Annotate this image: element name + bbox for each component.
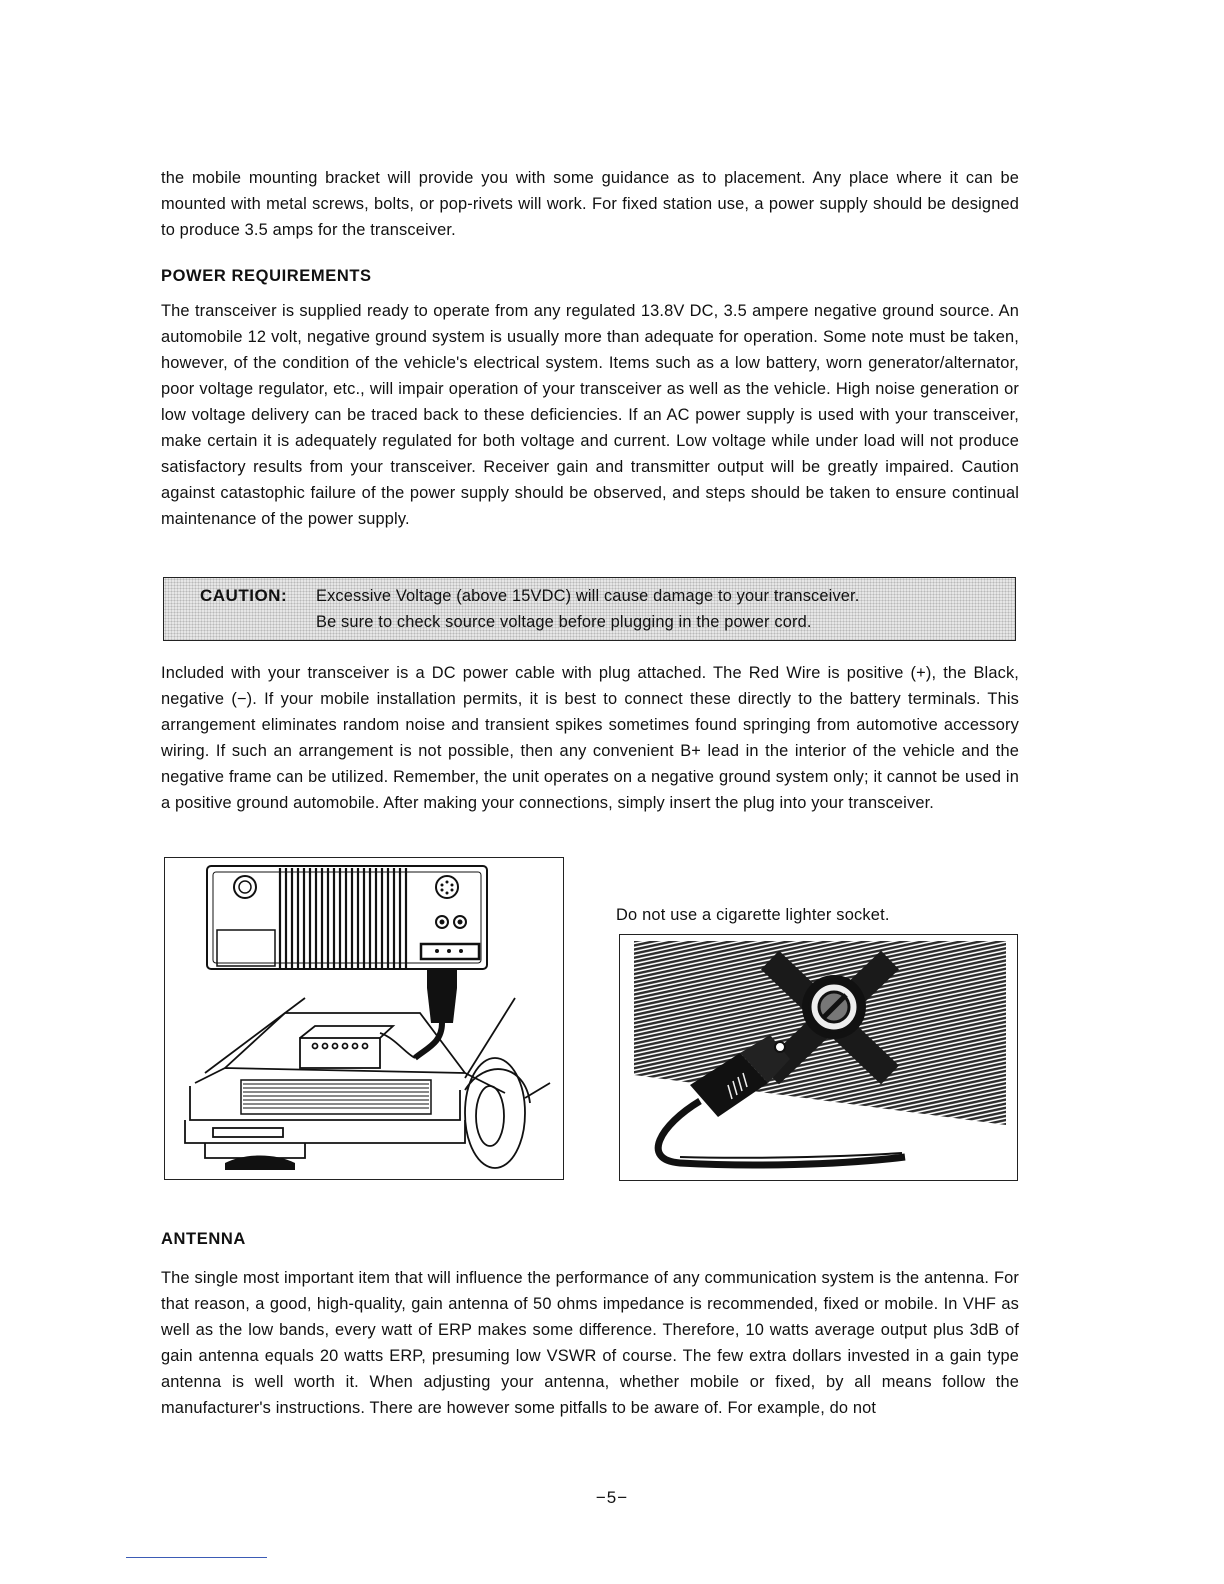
cigarette-lighter-drawing [620,935,1016,1179]
power-requirements-heading: POWER REQUIREMENTS [161,267,372,285]
caution-line-1: Excessive Voltage (above 15VDC) will cause damage to your transceiver. [316,587,860,605]
footer-rule [126,1557,267,1558]
antenna-paragraph: The single most important item that will influence the performance of any communication system is the antenna. For that reason, a good, high-quality, gain antenna of 50 ohms impedance is recommended, fixed or mobile. In VHF as well as the low bands, every watt of ERP makes some difference. Therefore, 10 watts average output plus 3dB of gain antenna equals 20 watts ERP, presuming low VSWR of course. The few extra dollars invested in a gain type antenna is well worth it. When adjusting your antenna, whether mobile or fixed, by all means follow the manufacturer's instructions. There are however some pitfalls to be aware of. For example, do not [161,1269,1019,1417]
caution-label: CAUTION: [200,586,288,605]
antenna-heading: ANTENNA [161,1230,246,1248]
dc-cable-paragraph: Included with your transceiver is a DC power cable with plug attached. The Red Wire is positive (+), the Black, negative (−). If your mobile installation permits, it is best to connect these directly to the battery terminals. This arrangement eliminates random noise and transient spikes sometimes found springing from automotive accessory wiring. If such an arrangement is not possible, then any convenient B+ lead in the interior of the vehicle and the negative frame can be utilized. Remember, the unit operates on a negative ground system only; it cannot be used in a positive ground automobile. After making your connections, simply insert the plug into your transceiver. [161,664,1019,812]
power-requirements-paragraph: The transceiver is supplied ready to operate from any regulated 13.8V DC, 3.5 ampere negative ground source. An automobile 12 volt, negative ground system is usually more than adequate for operation. Some note must be taken, however, of the condition of the vehicle's electrical system. Items such as a low battery, worn generator/alternator, poor voltage regulator, etc., will impair operation of your transceiver as well as the vehicle. High noise generation or low voltage delivery can be traced back to these deficiencies. If an AC power supply is used with your transceiver, make certain it is adequately regulated for both voltage and current. Low voltage while under load will not produce satisfactory results from your transceiver. Receiver gain and transmitter output will be greatly impaired. Caution against catastophic failure of the power supply should be observed, and steps should be taken to ensure continual maintenance of the power supply. [161,302,1019,528]
cigarette-lighter-illustration [619,934,1018,1181]
caution-box [163,577,1016,641]
page-number: −5− [595,1488,629,1507]
lighter-caption: Do not use a cigarette lighter socket. [616,906,890,925]
car-battery-connection-illustration [164,857,564,1180]
car-battery-drawing [165,858,562,1178]
intro-paragraph: the mobile mounting bracket will provide you with some guidance as to placement. Any place where it can be mounted with metal screws, bolts, or pop-rivets will work. For fixed station use, a power supply should be designed to produce 3.5 amps for the transceiver. [161,169,1019,239]
caution-line-2: Be sure to check source voltage before plugging in the power cord. [316,613,812,631]
